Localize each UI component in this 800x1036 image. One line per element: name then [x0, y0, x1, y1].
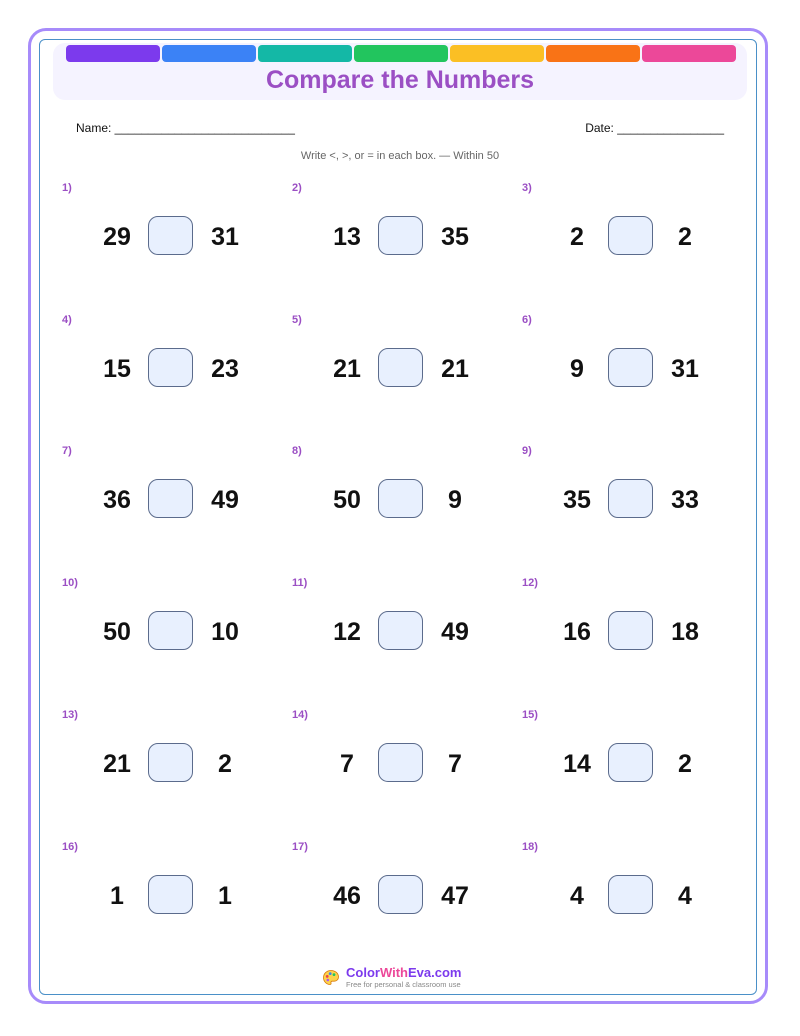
- answer-box[interactable]: [608, 479, 653, 518]
- brand-part-color: Color: [346, 965, 380, 980]
- brand-part-eva: Eva: [408, 965, 432, 980]
- problem-item: [292, 182, 522, 302]
- problem-item: [292, 445, 522, 565]
- right-number: 31: [211, 223, 239, 251]
- problem-item: [292, 709, 522, 829]
- left-number: 29: [103, 223, 131, 251]
- problem-item: [62, 841, 292, 961]
- problem-item: [292, 577, 522, 697]
- left-number: 9: [570, 355, 584, 383]
- problem-item: [62, 577, 292, 697]
- rainbow-segment-teal: [258, 45, 352, 62]
- page-title: Compare the Numbers: [265, 66, 535, 94]
- brand-name[interactable]: [346, 966, 461, 980]
- answer-box[interactable]: [378, 348, 423, 387]
- right-number: 21: [441, 355, 469, 383]
- problem-item: [522, 182, 752, 302]
- problem-item: [522, 577, 752, 697]
- problem-number: 10): [62, 577, 78, 589]
- answer-box[interactable]: [378, 875, 423, 914]
- answer-box[interactable]: [608, 611, 653, 650]
- left-number: 4: [570, 882, 584, 910]
- problem-number: 14): [292, 709, 308, 721]
- left-number: 50: [333, 486, 361, 514]
- left-number: 13: [333, 223, 361, 251]
- right-number: 2: [218, 750, 232, 778]
- left-number: 46: [333, 882, 361, 910]
- problem-item: [62, 709, 292, 829]
- answer-box[interactable]: [378, 216, 423, 255]
- problem-number: 4): [62, 314, 72, 326]
- left-number: 15: [103, 355, 131, 383]
- answer-box[interactable]: [608, 875, 653, 914]
- left-number: 36: [103, 486, 131, 514]
- answer-box[interactable]: [378, 611, 423, 650]
- brand-text-block: [346, 966, 461, 989]
- problem-item: [522, 445, 752, 565]
- right-number: 49: [211, 486, 239, 514]
- problem-item: [522, 314, 752, 434]
- problem-number: 11): [292, 577, 308, 589]
- problem-number: 3): [522, 182, 532, 194]
- left-number: 21: [103, 750, 131, 778]
- answer-box[interactable]: [608, 743, 653, 782]
- right-number: 10: [211, 618, 239, 646]
- problem-number: 15): [522, 709, 538, 721]
- brand-part-domain: .com: [431, 965, 462, 980]
- problem-item: [292, 314, 522, 434]
- left-number: 16: [563, 618, 591, 646]
- problem-number: 12): [522, 577, 538, 589]
- left-number: 14: [563, 750, 591, 778]
- answer-box[interactable]: [148, 348, 193, 387]
- problem-item: [292, 841, 522, 961]
- left-number: 1: [110, 882, 124, 910]
- brand-part-with: With: [379, 965, 408, 980]
- right-number: 33: [671, 486, 699, 514]
- right-number: 35: [441, 223, 469, 251]
- rainbow-segment-purple: [66, 45, 160, 62]
- brand-tagline: Free for personal & classroom use: [346, 980, 461, 989]
- answer-box[interactable]: [148, 611, 193, 650]
- answer-box[interactable]: [608, 216, 653, 255]
- left-number: 12: [333, 618, 361, 646]
- answer-box[interactable]: [378, 479, 423, 518]
- right-number: 9: [448, 486, 462, 514]
- rainbow-segment-orange: [546, 45, 640, 62]
- problem-number: 1): [62, 182, 72, 194]
- right-number: 1: [218, 882, 232, 910]
- date-field[interactable]: Date: ________________: [585, 121, 724, 135]
- problem-number: 7): [62, 445, 72, 457]
- rainbow-segment-yellow: [450, 45, 544, 62]
- right-number: 31: [671, 355, 699, 383]
- problem-number: 17): [292, 841, 308, 853]
- problem-item: [62, 182, 292, 302]
- left-number: 21: [333, 355, 361, 383]
- answer-box[interactable]: [148, 743, 193, 782]
- problem-number: 2): [292, 182, 302, 194]
- right-number: 49: [441, 618, 469, 646]
- problem-number: 9): [522, 445, 532, 457]
- answer-box[interactable]: [148, 216, 193, 255]
- problem-item: [62, 445, 292, 565]
- right-number: 18: [671, 618, 699, 646]
- answer-box[interactable]: [608, 348, 653, 387]
- problem-item: [522, 709, 752, 829]
- rainbow-segment-blue: [162, 45, 256, 62]
- answer-box[interactable]: [148, 479, 193, 518]
- name-field[interactable]: Name: ___________________________: [76, 121, 295, 135]
- problem-item: [62, 314, 292, 434]
- problem-number: 6): [522, 314, 532, 326]
- rainbow-segment-pink: [642, 45, 736, 62]
- instructions-text: Write <, >, or = in each box. — Within 50: [300, 150, 500, 162]
- right-number: 4: [678, 882, 692, 910]
- problem-number: 16): [62, 841, 78, 853]
- right-number: 2: [678, 750, 692, 778]
- problem-item: [522, 841, 752, 961]
- left-number: 2: [570, 223, 584, 251]
- left-number: 7: [340, 750, 354, 778]
- problem-number: 18): [522, 841, 538, 853]
- rainbow-bar: [66, 45, 736, 62]
- problem-number: 13): [62, 709, 78, 721]
- palette-icon: [322, 969, 340, 987]
- rainbow-segment-green: [354, 45, 448, 62]
- footer-brand: [322, 966, 461, 989]
- problem-number: 5): [292, 314, 302, 326]
- right-number: 23: [211, 355, 239, 383]
- right-number: 2: [678, 223, 692, 251]
- right-number: 47: [441, 882, 469, 910]
- right-number: 7: [448, 750, 462, 778]
- problem-number: 8): [292, 445, 302, 457]
- answer-box[interactable]: [378, 743, 423, 782]
- answer-box[interactable]: [148, 875, 193, 914]
- left-number: 35: [563, 486, 591, 514]
- left-number: 50: [103, 618, 131, 646]
